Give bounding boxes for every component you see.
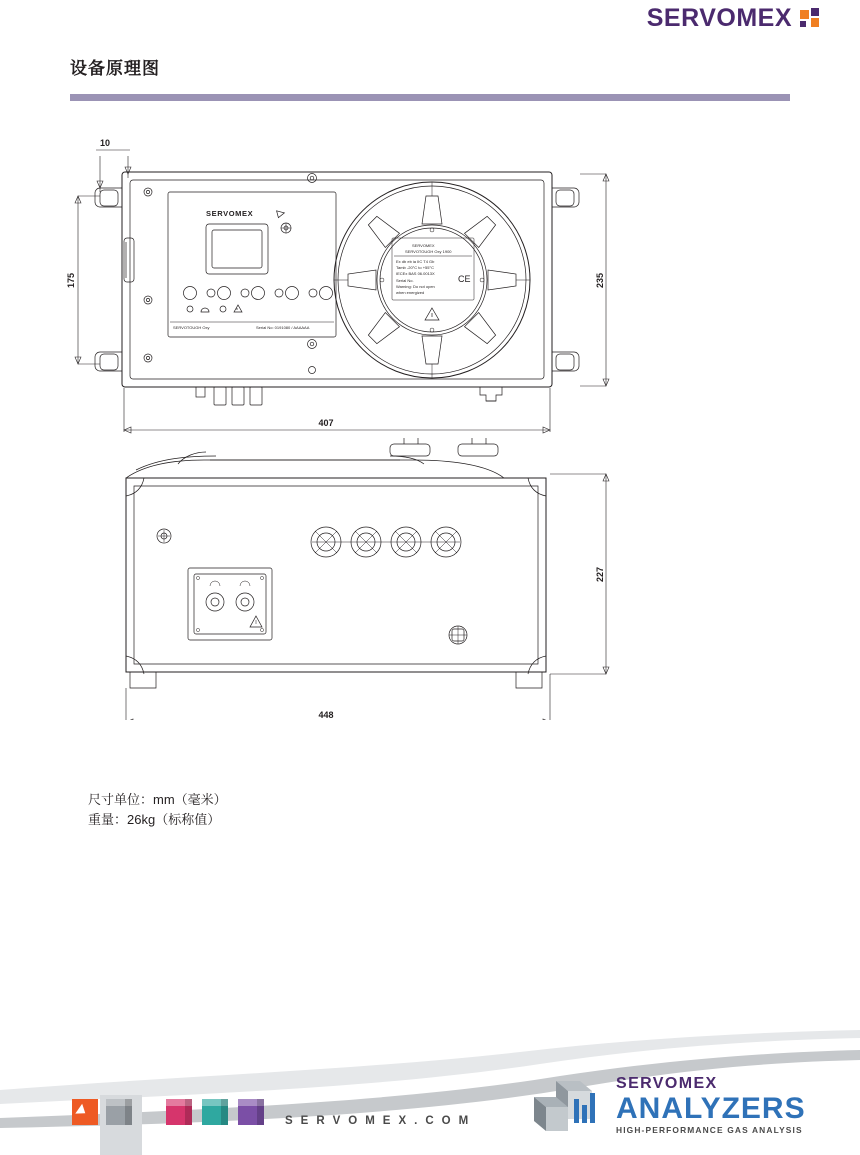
svg-text:Serial No.: Serial No. [396, 278, 414, 283]
gas-connection-box [188, 568, 272, 640]
dim-label-175: 175 [66, 272, 76, 288]
ce-mark: CE [458, 274, 471, 284]
servomex-wordmark: SERVOMEX [646, 4, 792, 32]
note-weight: 重量：26kg（标称值） [88, 812, 221, 827]
warning-triangle-icon [425, 308, 439, 320]
note-units: 尺寸单位：mm（毫米） [88, 792, 227, 807]
side-screw-right [449, 626, 467, 644]
purple-cube-icon [238, 1099, 264, 1125]
dimension-448 [126, 674, 550, 720]
page-title: 设备原理图 [70, 59, 160, 78]
logo-tagline-text: HIGH-PERFORMANCE GAS ANALYSIS [616, 1125, 803, 1135]
footer-website-link[interactable]: S E R V O M E X . C O M [285, 1115, 471, 1127]
circular-housing [334, 182, 530, 378]
dim-label-448: 448 [318, 710, 334, 720]
footer-cube-row [72, 1097, 302, 1131]
teal-cube-icon [202, 1099, 228, 1125]
side-view-group [126, 438, 609, 720]
dim-label-227: 227 [595, 566, 605, 582]
nameplate-line-1: SERVOMEX [412, 243, 435, 248]
servomex-analyzers-logo [530, 1075, 840, 1141]
grey-cube-icon [106, 1099, 132, 1125]
drawing-notes [88, 790, 227, 830]
dim-label-407: 407 [318, 418, 334, 428]
dimension-227 [550, 474, 609, 674]
svg-text:when energized: when energized [396, 290, 425, 295]
logo-brand-text: SERVOMEX [616, 1075, 718, 1092]
svg-text:Warning: Do not open: Warning: Do not open [396, 284, 435, 289]
serial-text: Serial No: 0191080 / AAAAAA [256, 325, 310, 330]
svg-text:Ex db eb ia IIC T4 Gb: Ex db eb ia IIC T4 Gb [396, 259, 435, 264]
equipment-schematic-drawing [60, 130, 800, 720]
nameplate [392, 238, 474, 300]
dim-label-235: 235 [595, 272, 605, 288]
model-text: SERVOTOUGH Oxy [173, 325, 210, 330]
dimension-235 [580, 174, 609, 386]
dimension-175 [66, 196, 100, 364]
analyzers-cubes-icon [530, 1079, 608, 1135]
side-screw-left [157, 529, 171, 543]
dim-label-10: 10 [100, 138, 111, 148]
svg-text:IECEx BAS 06.0013X: IECEx BAS 06.0013X [396, 271, 435, 276]
port-glands [311, 527, 461, 557]
front-view-group [66, 138, 609, 433]
logo-product-text: ANALYZERS [616, 1092, 806, 1125]
dimension-10 [96, 138, 131, 192]
pink-cube-icon [166, 1099, 192, 1125]
page-header [0, 0, 860, 40]
servomex-logo-mark [800, 8, 822, 28]
nameplate-line-2: SERVOTOUGH Oxy 1900 [405, 249, 452, 254]
page-footer [0, 1030, 860, 1155]
arrow-cube-icon [72, 1099, 98, 1125]
svg-text:Tamb -20°C to +55°C: Tamb -20°C to +55°C [396, 265, 434, 270]
instrument-brand-label: SERVOMEX [206, 209, 254, 218]
title-divider [70, 94, 790, 101]
